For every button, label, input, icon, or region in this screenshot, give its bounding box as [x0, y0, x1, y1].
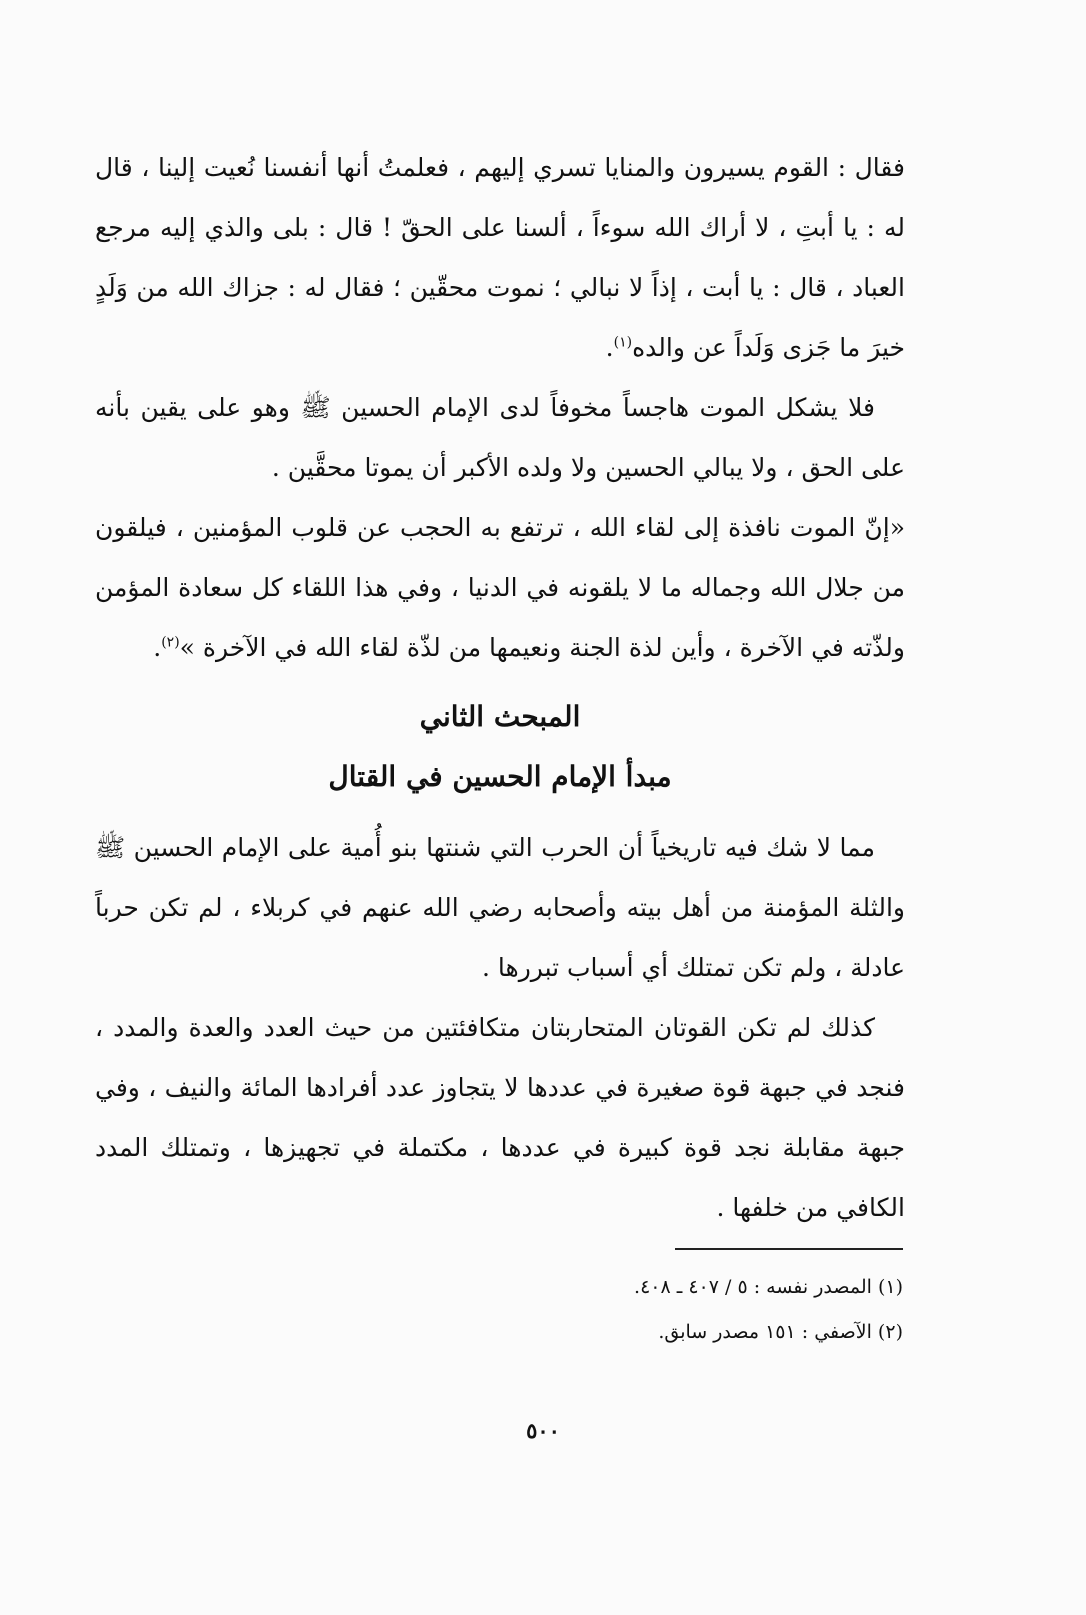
paragraph-5: كذلك لم تكن القوتان المتحاربتان متكافئتين من حيث العدد والعدة والمدد ، فنجد في جبهة قوة صغيرة في عددها لا يتجاوز عدد أفرادها المائة والنيف ، وفي جبهة مقابلة نجد قوة كبيرة في عددها ، مكتملة في تجهيزها ، وتمتلك المدد الكافي من خلفها . [95, 1013, 905, 1222]
footnote-separator [675, 1248, 903, 1250]
section-title: المبحث الثاني [419, 700, 581, 733]
upper-text-block [95, 138, 905, 678]
footnote-1: (١) المصدر نفسه : ٥ / ٤٠٧ ـ ٤٠٨. [634, 1276, 903, 1298]
paragraph-2: فلا يشكل الموت هاجساً مخوفاً لدى الإمام الحسين ﷺ وهو على يقين بأنه على الحق ، ولا يبالي الحسين ولا ولده الأكبر أن يموتا محقَّين . [95, 393, 905, 482]
paragraph-4: مما لا شك فيه تاريخياً أن الحرب التي شنتها بنو أُمية على الإمام الحسين ﷺ والثلة المؤمنة من أهل بيته وأصحابه رضي الله عنهم في كربلاء ، لم تكن حرباً عادلة ، ولم تكن تمتلك أي أسباب تبررها . [95, 833, 905, 982]
paragraph-3-quote: «إنّ الموت نافذة إلى لقاء الله ، ترتفع به الحجب عن قلوب المؤمنين ، فيلقون من جلال الله وجماله ما لا يلقونه في الدنيا ، وفي هذا اللقاء كل سعادة المؤمن ولذّته في الآخرة ، وأين لذة الجنة ونعيمها من لذّة لقاء الله في الآخرة »$^{(٢)}$. [95, 513, 905, 662]
footnote-ref-1[interactable]: (١) [613, 334, 633, 351]
footnotes [95, 1265, 903, 1355]
lower-text-block [95, 818, 905, 1238]
footnote-2: (٢) الآصفي : ١٥١ مصدر سابق. [658, 1321, 903, 1343]
section-subtitle: مبدأ الإمام الحسين في القتال [328, 760, 672, 793]
page-number: ٥٠٠ [526, 1418, 560, 1443]
paragraph-1: فقال : القوم يسيرون والمنايا تسري إليهم ، فعلمتُ أنها أنفسنا نُعيت إلينا ، قال له : يا أبتِ ، لا أراك الله سوءاً ، ألسنا على الحقّ ! قال : بلى والذي إليه مرجع العباد ، قال : يا أبت ، إذاً لا نبالي ؛ نموت محقّين ؛ فقال له : جزاك الله من وَلَدٍ خيرَ ما جَزى وَلَداً عن والده$^{(١)}$. [95, 153, 905, 362]
footnote-ref-2[interactable]: (٢) [161, 634, 180, 651]
